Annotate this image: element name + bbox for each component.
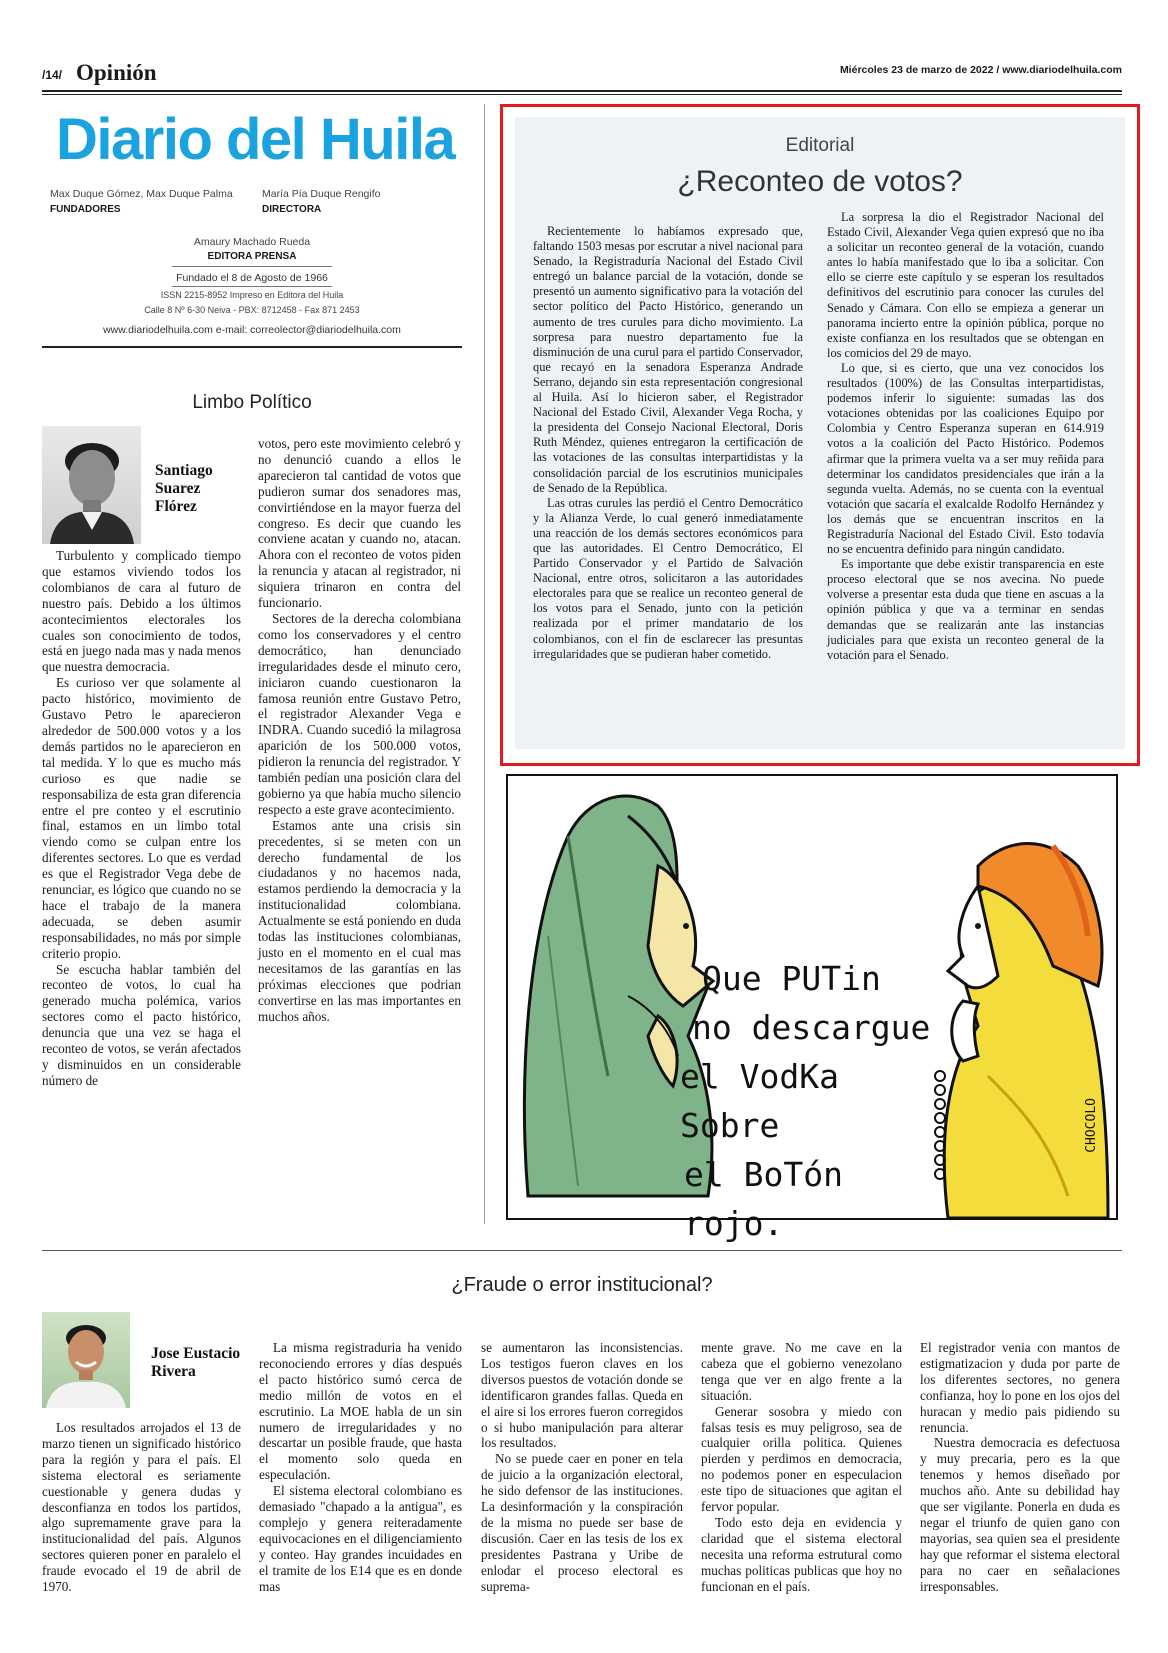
page-header xyxy=(42,60,1122,88)
editorial-kicker: Editorial xyxy=(785,135,855,156)
fraude-paragraph: Todo esto deja en evidencia y claridad que el sistema electoral necesita una reforma estrutural como muchas politicas publicas que hoy no funcionan en el país. xyxy=(701,1514,902,1594)
fraude-col-3 xyxy=(481,1340,683,1595)
limbo-paragraph: Sectores de la derecha colombiana como los conservadores y el centro democrático, han denunciado irregularidades desde el minuto cero, iniciaron cuando cuestionaron la famosa reunión entre Gustavo Petro, el registrador Alexander Vega e INDRA. Cuando sucedió la milagrosa aparición de los 500.000 votos, pidieron la renuncia del registrador. Y también pedían una posición clara del gobierno ya que había mucho silencio respecto a este grave acontecimiento. xyxy=(258,610,461,817)
fraude-col-5 xyxy=(920,1340,1120,1595)
limbo-paragraph: Estamos ante una crisis sin precedentes, si se meten con un derecho fundamental de los ciudadanos y no hacemos nada, estamos perdiendo la democracia y la institucionalidad colombiana. Actualmente se está poniendo en duda todas las instituciones colombianas, justo en el momento en el cual mas necesitamos de las garantías en las próximas elecciones que podrian convertirse en las mas importantes en muchos años. xyxy=(258,817,461,1024)
fraude-col-1 xyxy=(42,1420,241,1595)
fraude-paragraph: La misma registraduria ha venido reconociendo errores y días después el pacto histórico sumó cerca de medio millón de votos en el escrutinio. La MOE habla de un sin numero de irregularidades y no descartar un posible fraude, que hasta el momento solo queda en especulación. xyxy=(259,1340,462,1483)
limbo-paragraph: Se escucha hablar también del reconteo de votos, lo cual ha generado mucha polémica, varios sectores como el pacto histórico, denuncia que una vez se haga el reconteo de votos, se verán afectados y disminuidos en un considerable número de xyxy=(42,961,241,1088)
fraude-paragraph: Generar sosobra y miedo con falsas tesis es muy peligroso, sea de cualquier orilla politica. Quienes pierden y perdimos en democracia, no podemos poner en especulacion este tipo de situaciones que agitan el fervor popular. xyxy=(701,1403,902,1515)
column-divider xyxy=(484,104,485,1224)
masthead-bottom-rule xyxy=(42,346,462,348)
avatar xyxy=(42,426,141,544)
editorial-paragraph: Recientemente lo habíamos expresado que, faltando 1503 mesas por escrutar a nivel nacional para Senado, la Registraduría Nacional del Estado Civil entregó un balance parcial de la votación, donde se presentó un aumento significativo para la votación del sector político del Pacto Histórico, generando un aumento de tres curules para dicho movimiento. La sorpresa para nuestro departamento fue la disminución de una curul para el partido Conservador, que recayó en la senadora Esperanza Andrade Serrano, dejando sin esta representación congresional al Huila. Así lo hicieron saber, el Registrador Nacional del Estado Civil, Alexander Vega Rocha, y la presidenta del Consejo Nacional Electoral, Doris Ruth Méndez, quienes entregaron la certificación de las votaciones de las consultas interpartidistas y la consolidación parcial de los escrutinios municipales de Senado de la República. xyxy=(533,224,803,495)
limbo-author: Santiago Suarez Flórez xyxy=(155,462,213,515)
fundadores-label: FUNDADORES xyxy=(50,204,121,215)
fraude-paragraph: El sistema electoral colombiano es demasiado "chapado a la antigua", es complejo y genera reiteradamente equivocaciones en el diligenciamiento y conteo. Hay grandes incuidades en el tramite de los E14 que es en donde mas xyxy=(259,1483,462,1594)
cartoon-caption-line: no descargue xyxy=(692,1008,931,1047)
fraude-col-2 xyxy=(259,1340,462,1595)
masthead-divider-2 xyxy=(172,286,332,287)
masthead-divider xyxy=(172,266,332,267)
header-rule xyxy=(42,90,1122,92)
portrait-santiago xyxy=(42,426,141,544)
fraude-paragraph: El registrador venia con mantos de estigmatizacion y duda por parte de los diferentes sectores, no genera confianza, hoy lo pone en los ojos del huracan y medio pais pidiendo su renuncia. xyxy=(920,1340,1120,1435)
fraude-paragraph: No se puede caer en poner en tela de juicio a la organización electoral, he sido defensor de las instituciones. La desinformación y la conspiración de la misma no puede ser base de discusión. Caer en las tesis de los ex presidentes Pastrana y Uribe de enlodar el proceso electoral es suprema- xyxy=(481,1451,683,1594)
editorial-panel xyxy=(515,117,1125,749)
page-number: /14/ xyxy=(42,68,63,82)
limbo-paragraph: Es curioso ver que solamente al pacto histórico, movimiento de Gustavo Petro le aparecieron alrededor de 500.000 votos y a los demás partidos no le aparecieron en tal medida. Y lo que es mucho más curioso es que nadie se responsabiliza de esta gran diferencia entre el pre conteo y el escrutinio final, estamos en un limbo total viendo como se culpan entre los diferentes sectores. Lo que es verdad es que el Registrador Vega debe de renunciar, es lógico que cuando no se hace el trabajo de la manera adecuada, se deben asumir responsabilidades, no más por simple criterio propio. xyxy=(42,675,241,961)
header-rule-thin xyxy=(42,94,1122,95)
fraude-paragraph: mente grave. No me cave en la cabeza que el gobierno venezolano tenga que ver en algo frente a la situación. xyxy=(701,1340,902,1403)
cartoon-caption-line: Que PUTin xyxy=(702,959,881,998)
header-date: Miércoles 23 de marzo de 2022 xyxy=(839,64,994,76)
fundadores-names: Max Duque Gómez, Max Duque Palma xyxy=(50,188,233,200)
header-date-line xyxy=(840,64,1122,76)
cartoon-caption-line: el BoTón rojo. xyxy=(684,1155,843,1243)
cartoon-caption xyxy=(680,954,940,1248)
fraude-col-4 xyxy=(701,1340,902,1595)
portrait-jose xyxy=(42,1312,130,1408)
editorial-col-1 xyxy=(533,224,803,662)
cartoon-signature: CHOCOLO xyxy=(1084,1098,1099,1153)
contact-line[interactable]: www.diariodelhuila.com e-mail: correolector@diariodelhuila.com xyxy=(103,324,401,336)
fraude-author: Jose Eustacio Rivera xyxy=(151,1345,241,1380)
limbo-col-1 xyxy=(42,548,241,1089)
cartoon-caption-line: el VodKa Sobre xyxy=(680,1057,839,1145)
directora-name: María Pía Duque Rengifo xyxy=(262,188,381,200)
directora-label: DIRECTORA xyxy=(262,204,322,215)
limbo-col-2 xyxy=(258,436,461,1025)
limbo-paragraph: Turbulento y complicado tiempo que estamos viviendo todos los colombianos de cara al futuro de nuestro país. Debido a los últimos acontecimientos electorales los cuales son conocimiento de todos, está en juego nada mas y nada menos que nuestra democracia. xyxy=(42,548,241,675)
fraude-paragraph: se aumentaron las inconsistencias. Los testigos fueron claves en los diversos puestos de votación donde se identificaron grandes fallas. Queda en el aire si los errores fueron corregidos o si hubo manipulación para alterar los resultados. xyxy=(481,1340,683,1451)
header-website[interactable]: / www.diariodelhuila.com xyxy=(996,64,1122,76)
founded-line: Fundado el 8 de Agosto de 1966 xyxy=(176,272,328,284)
editorial-paragraph: Las otras curules las perdió el Centro Democrático y la Alianza Verde, lo cual generó inmediatamente una reacción de los demás sectores económicos para que las autoridades. El Centro Democrático, El Partido Conservador y el Partido de Salvación Nacional, entre otros, solicitaron a las autoridades electorales para que se realice un reconteo general de los votos para el Senado, junto con la petición realizada por el primer mandatario de los colombianos, con el fin de esclarecer las presuntas irregularidades que se pudieran haber cometido. xyxy=(533,495,803,661)
editorial-paragraph: Lo que, si es cierto, que una vez conocidos los resultados (100%) de las Consultas interpartidistas, podemos inferir lo siguiente: sumadas las dos votaciones obtenidas por las coaliciones Equipo por Colombia y Centro Esperanza superan en 614.919 votos a la coalición del Pacto Histórico. Podemos afirmar que la primera vuelta va a ser muy reñida para determinar los candidatos presidenciales que irán a la segunda vuelta. Además, no se cuenta con la eventual votación que sacaría el exalcalde Rodolfo Hernández y los demás que se encuentran inscritos en la Registraduría Nacional del Estado Civil. Esto todavía no se encuentra definido para ningún candidato. xyxy=(827,360,1104,557)
editora-name: Amaury Machado Rueda xyxy=(193,236,311,248)
limbo-title: Limbo Político xyxy=(192,392,312,413)
limbo-paragraph: votos, pero este movimiento celebró y no denunció cuando a ellos le aparecieron tal cantidad de votos que pudieron sumar dos senadores mas, convirtiéndose en la mayor fuerza del congreso. Es decir que cuando les conviene acatan y cuando no, atacan. Ahora con el reconteo de votos piden la renuncia y atacan al registrador, ni siquiera trinaron en contra del funcionario. xyxy=(258,436,461,611)
address-line: Calle 8 Nº 6-30 Neiva - PBX: 8712458 - Fax 871 2453 xyxy=(144,305,360,315)
editorial-title: ¿Reconteo de votos? xyxy=(677,165,963,198)
masthead xyxy=(42,100,462,346)
editorial-col-2 xyxy=(827,210,1104,663)
fraude-paragraph: Los resultados arrojados el 13 de marzo tienen un significado histórico para la región y para el país. El sistema electoral es seriamente cuestionable y genera dudas y desconfianza en todos los partidos, algo supremamente grave para la institucionalidad del país. Algunos sectores quieren poner en paralelo el fraude evocado el 19 de abril de 1970. xyxy=(42,1420,241,1595)
editorial-box xyxy=(500,104,1140,766)
issn-line: ISSN 2215-8952 Impreso en Editora del Huila xyxy=(160,290,344,300)
section-title: Opinión xyxy=(76,60,157,85)
section-rule xyxy=(42,1250,1122,1251)
editorial-paragraph: La sorpresa la dio el Registrador Nacional del Estado Civil, Alexander Vega quien expresó que no iba a solicitar un reconteo general de la votación, cuando antes lo había manifestado que lo iba a solicitar. Con ello se cierre este capítulo y se esperan los resultados definitivos del escrutinio para conocer las curules del Senado y Cámara. Con ello se empieza a generar un panorama incierto entre la opinión pública, porque no existe confianza en los resultados que se obtengan en los comicios del 29 de mayo. xyxy=(827,210,1104,360)
cartoon xyxy=(506,774,1118,1243)
editora-label: EDITORA PRENSA xyxy=(207,251,297,262)
fraude-paragraph: Nuestra democracia es defectuosa y muy precaria, pero es la que tenemos y hemos diseñado por muchos año. Ante su debilidad hay que ser vigilante. Ponerla en duda es negar el triunfo de quien gano con mayorias, sea quien sea el presidente hay que reformar el sistema electoral para no caer en señalaciones irresponsables. xyxy=(920,1435,1120,1594)
editorial-paragraph: Es importante que debe existir transparencia en este proceso electoral que se nos avecina. No puede volverse a presentar esta duda que tiene en ascuas a la opinión pública y que va a terminar en sendas demandas que se realizarán ante las instancias judiciales para que exista un reconteo general de la votación para el Senado. xyxy=(827,557,1104,662)
logo: Diario del Huila xyxy=(56,107,455,172)
fraude-title: ¿Fraude o error institucional? xyxy=(451,1274,713,1296)
avatar xyxy=(42,1312,130,1408)
